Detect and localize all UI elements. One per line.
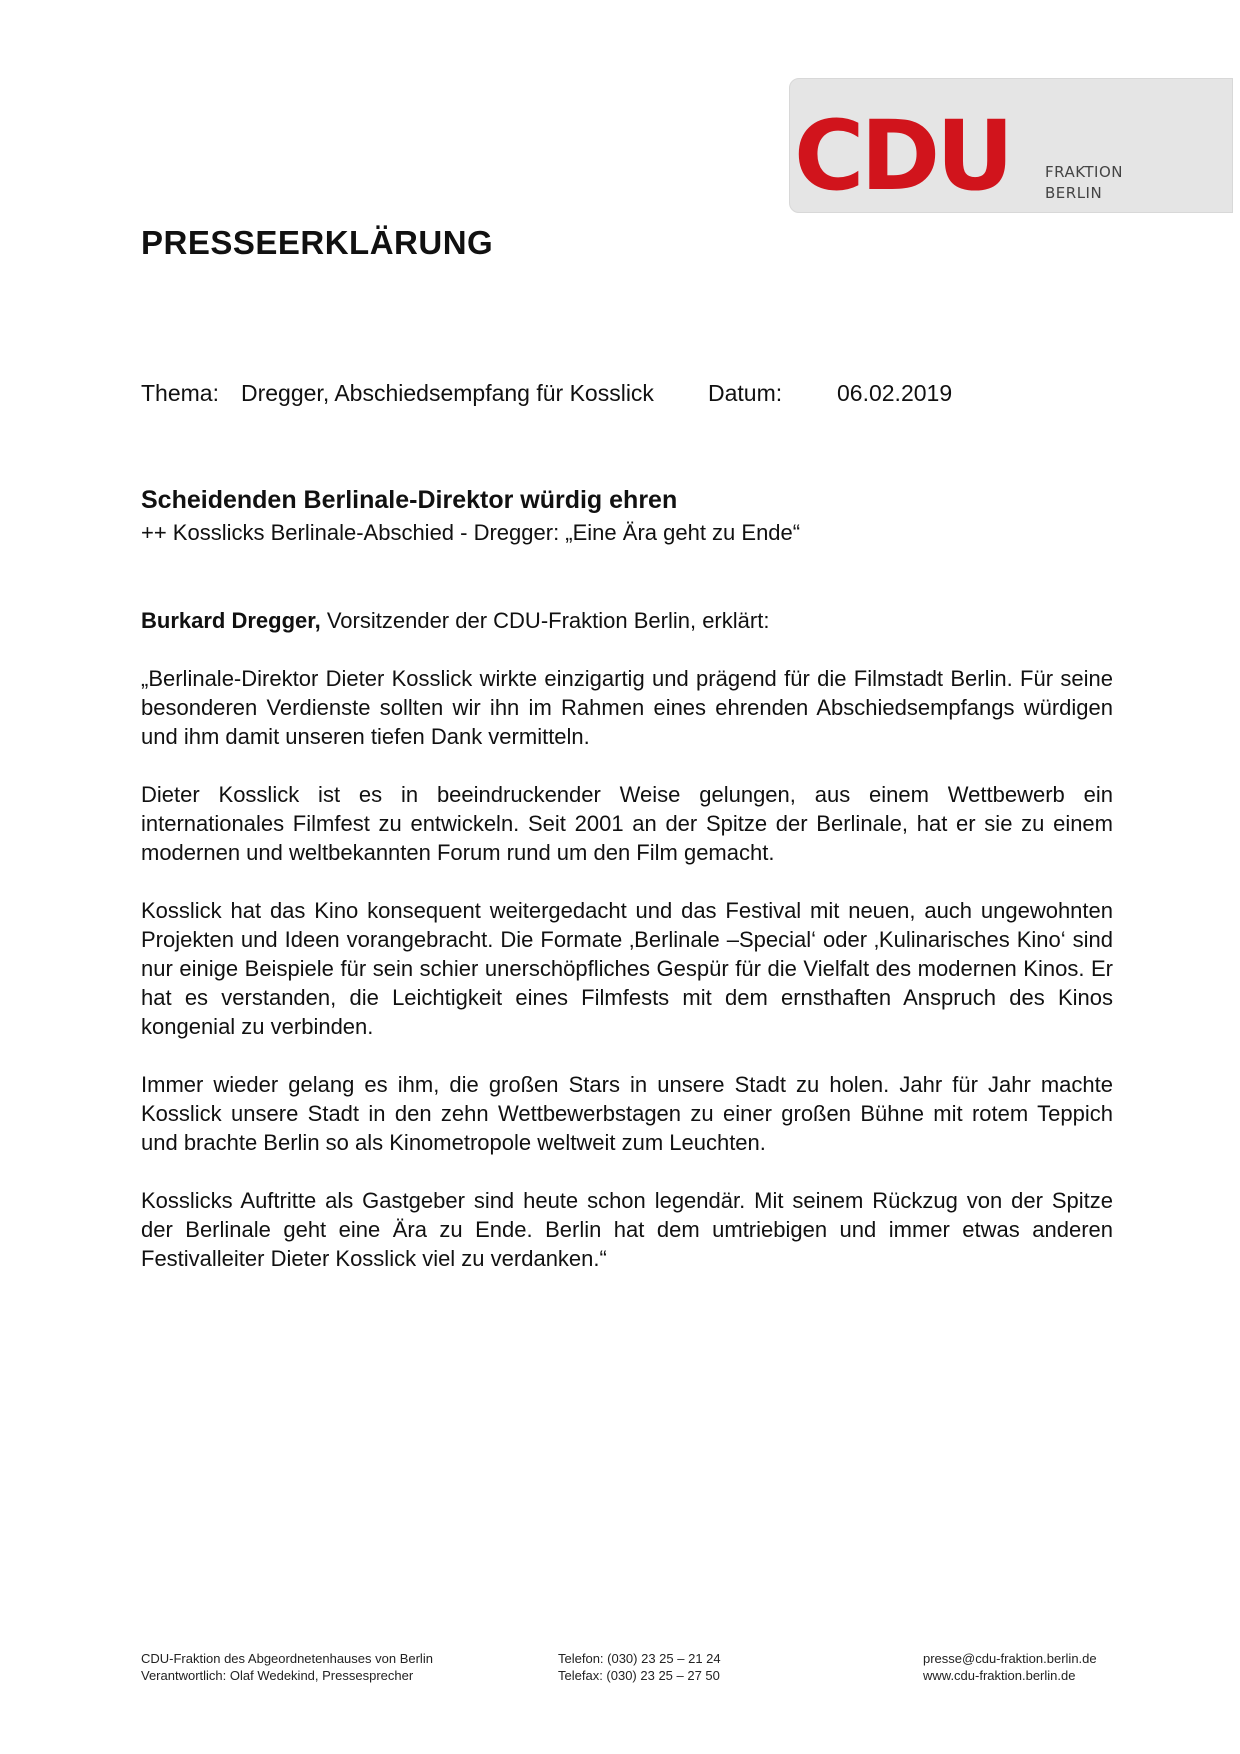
statement-body: [141, 606, 1113, 1302]
footer-online: [923, 1650, 1097, 1684]
logo-subtitle-line1: FRAKTION: [1045, 163, 1123, 181]
footer-organization: [141, 1650, 433, 1684]
date-label: Datum:: [708, 380, 783, 406]
logo-subtitle-line2: BERLIN: [1045, 184, 1103, 202]
footer-email-link[interactable]: presse@cdu-fraktion.berlin.de: [923, 1651, 1097, 1666]
topic-value: Dregger, Abschiedsempfang für Kosslick: [241, 380, 654, 406]
footer-responsible: Verantwortlich: Olaf Wedekind, Pressesprecher: [141, 1668, 414, 1683]
paragraph: Kosslicks Auftritte als Gastgeber sind heute schon legendär. Mit seinem Rückzug von der Spitze der Berlinale geht eine Ära zu Ende. Berlin hat dem umtriebigen und immer etwas anderen Festivalleiter Dieter Kosslick viel zu verdanken.“: [141, 1188, 1113, 1271]
footer-fax: Telefax: (030) 23 25 – 27 50: [558, 1668, 720, 1683]
footer-org: CDU-Fraktion des Abgeordnetenhauses von Berlin: [141, 1651, 433, 1666]
paragraph: Immer wieder gelang es ihm, die großen Stars in unsere Stadt zu holen. Jahr für Jahr machte Kosslick unsere Stadt in den zehn Wettbewerbstagen zu einer großen Bühne mit rotem Teppich und brachte Berlin so als Kinometropole weltweit zum Leuchten.: [141, 1072, 1113, 1155]
cdu-logo: CDU: [794, 100, 1011, 212]
footer-phone: Telefon: (030) 23 25 – 21 24: [558, 1651, 721, 1666]
speaker-role: Vorsitzender der CDU-Fraktion Berlin, erklärt:: [320, 608, 770, 633]
paragraph: „Berlinale-Direktor Dieter Kosslick wirkte einzigartig und prägend für die Filmstadt Berlin. Für seine besonderen Verdienste sollten wir ihn im Rahmen eines ehrenden Abschiedsempfangs würdigen und ihm damit unseren tiefen Dank vermitteln.: [141, 666, 1113, 749]
intro-line: [141, 606, 1113, 635]
subheadline: ++ Kosslicks Berlinale-Abschied - Dregger: „Eine Ära geht zu Ende“: [141, 520, 801, 545]
footer-contact: [558, 1650, 721, 1684]
logo-subtitle: [1045, 162, 1123, 204]
document-type-heading: PRESSEERKLÄRUNG: [141, 224, 494, 261]
headline: Scheidenden Berlinale-Direktor würdig ehren: [141, 486, 678, 514]
paragraph: Kosslick hat das Kino konsequent weitergedacht und das Festival mit neuen, auch ungewohnten Projekten und Ideen vorangebracht. Die Formate ‚Berlinale –Special‘ oder ‚Kulinarisches Kino‘ sind nur einige Beispiele für sein schier unerschöpfliches Gespür für die Vielfalt des modernen Kinos. Er hat es verstanden, die Leichtigkeit eines Filmfests mit dem ernsthaften Anspruch des Kinos kongenial zu verbinden.: [141, 898, 1113, 1039]
footer-web-link[interactable]: www.cdu-fraktion.berlin.de: [923, 1668, 1076, 1683]
date-value: 06.02.2019: [837, 380, 953, 406]
paragraph: Dieter Kosslick ist es in beeindruckender Weise gelungen, aus einem Wettbewerb ein internationales Filmfest zu entwickeln. Seit 2001 an der Spitze der Berlinale, hat er sie zu einem modernen und weltbekannten Forum rund um den Film gemacht.: [141, 782, 1113, 865]
speaker-name: Burkard Dregger,: [141, 608, 321, 633]
topic-label: Thema:: [141, 380, 219, 406]
